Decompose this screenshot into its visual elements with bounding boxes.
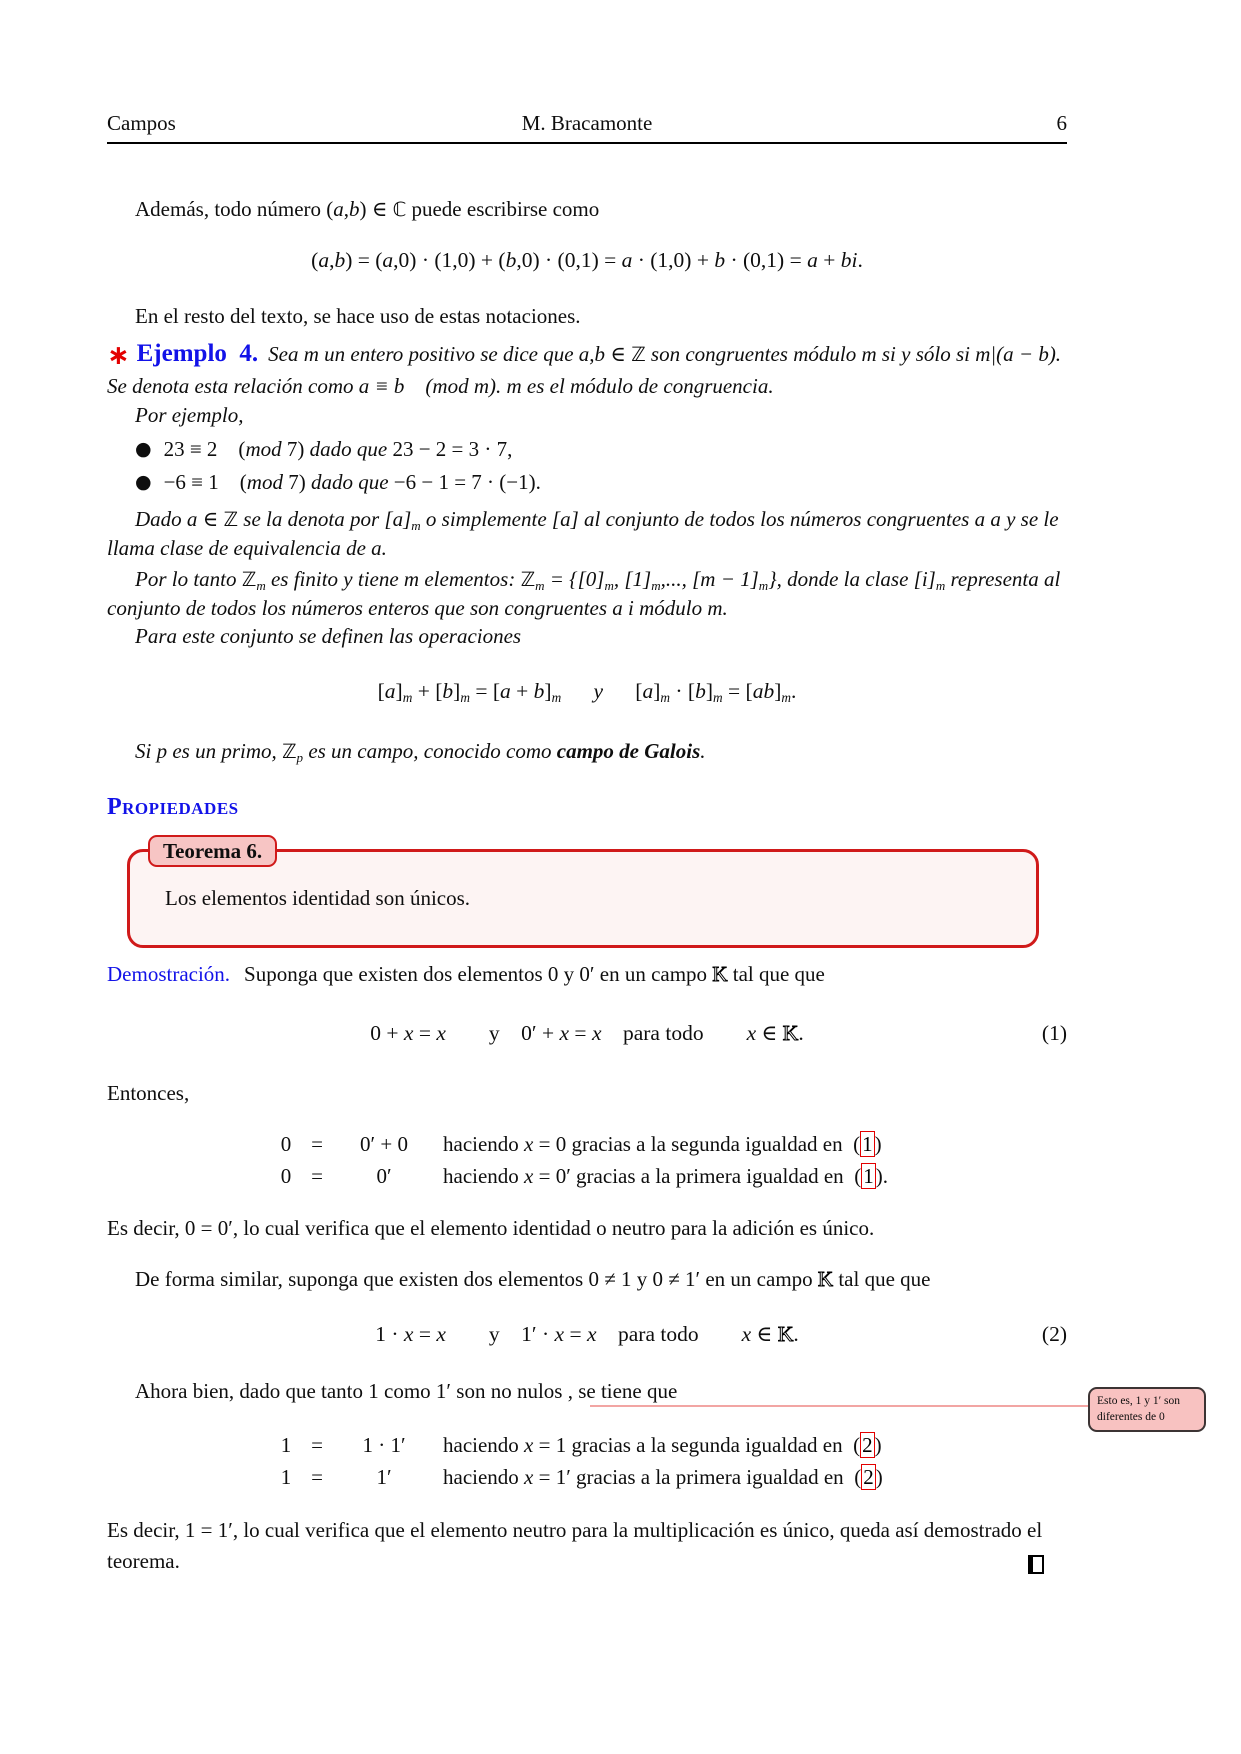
paragraph-demostracion [107,960,1067,989]
header-left: Campos [107,111,176,135]
equation-complex-decomposition: (a,b) = (a,0) · (1,0) + (b,0) · (0,1) = a · (1,0) + b · (0,1) = a + bi. [311,248,863,272]
step-justification-text: haciendo x = 0′ gracias a la primera igualdad en [443,1164,844,1188]
equation-2 [107,1319,1067,1349]
step-relation: = [311,1132,323,1156]
proof-steps-addition [277,1128,1157,1192]
page-header [107,111,1067,135]
step-justification-text: haciendo x = 0 gracias a la segunda igualdad en [443,1132,843,1156]
step-justification [429,1429,1157,1461]
step-justification [429,1461,1157,1493]
bullet-icon: ● [135,438,152,460]
equation-ref-link[interactable]: (1) [842,1132,882,1156]
ejemplo-label: Ejemplo 4. [136,340,259,367]
step-rhs: 1′ [376,1465,392,1489]
bullet-icon: ● [135,471,152,493]
equation-2-number: (2) [1041,1322,1067,1346]
section-heading-propiedades: Propiedades [107,794,239,820]
proof-step-row [277,1429,1157,1461]
paragraph-por-ejemplo: Por ejemplo, [135,403,244,427]
paragraph-galois: Si p es un primo, ℤ$_p$ es un campo, conocido como campo de Galois. [135,739,706,765]
paragraph-dado: Dado a ∈ ℤ se la denota por $[a]_m$ o simplemente [a] al conjunto de todos los números congruentes a a y se le llama clase de equivalencia de a. [107,507,1059,560]
ejemplo-text: Sea m un entero positivo se dice que a,b ∈ ℤ son congruentes módulo m si y sólo si m|(a − b). Se denota esta relación como a ≡ b (mod m). m es el módulo de congruencia. [107,342,1062,398]
bullet-item-2 [135,468,1065,497]
step-lhs: 0 [280,1164,292,1188]
equation-1-number: (1) [1041,1021,1067,1045]
asterisk-icon: ∗ [107,340,130,371]
paragraph-entonces: Entonces, [107,1081,190,1105]
paragraph-ahora-bien: Ahora bien, dado que tanto 1 como 1′ son no nulos , se tiene que [135,1379,678,1403]
theorem-label: Teorema 6. [148,835,277,867]
bullet-text: −6 ≡ 1 (mod 7) dado que −6 − 1 = 7 · (−1). [163,470,541,494]
ejemplo-block [107,338,1067,402]
step-rhs: 0′ [376,1164,392,1188]
step-relation: = [311,1164,323,1188]
theorem-statement: Los elementos identidad son únicos. [165,886,471,910]
paragraph-ademas: Además, todo número (a,b) ∈ ℂ puede escribirse como [135,197,600,221]
equation-1 [107,1018,1067,1048]
demostracion-intro: Suponga que existen dos elementos 0 y 0′ en un campo K tal que que [244,962,825,986]
equation-ref-link[interactable]: (1) [843,1164,883,1188]
proof-step-row [277,1128,1157,1160]
equation-ref-link[interactable]: (2) [843,1465,883,1489]
equation-2-body: 1 · x = x y 1′ · x = x para todo x ∈ K. [375,1322,799,1346]
page-number: 6 [1056,111,1067,135]
equation-ref-link[interactable]: (2) [842,1433,882,1457]
paragraph-para-conjunto: Para este conjunto se definen las operaciones [135,624,522,648]
paragraph-de-forma-similar: De forma similar, suponga que existen dos elementos 0 ≠ 1 y 0 ≠ 1′ en un campo K tal que que [135,1267,931,1291]
step-lhs: 0 [280,1132,292,1156]
demostracion-label: Demostración. [107,962,231,986]
step-punctuation: . [882,1164,888,1188]
step-lhs: 1 [280,1433,292,1457]
step-justification [429,1160,1157,1192]
paragraph-por-lo-tanto: Por lo tanto ℤ$_m$ es finito y tiene m elementos: ℤ$_m$ = {$[0]_m$, $[1]_m$,..., $[m - 1]_m$}, donde la clase $[i]_m$ representa al conjunto de todos los números enteros que son congruentes a i módulo m. [107,567,1061,620]
header-rule [107,142,1067,144]
header-center: M. Bracamonte [521,111,653,135]
paragraph-conclusion: Es decir, 1 = 1′, lo cual verifica que el elemento neutro para la multiplicación es único, queda así demostrado el teorema. [107,1518,1043,1573]
step-rhs: 1 · 1′ [362,1433,406,1457]
step-relation: = [311,1465,323,1489]
proof-steps-multiplication [277,1429,1157,1493]
step-justification-text: haciendo x = 1′ gracias a la primera igualdad en [443,1465,844,1489]
note-connector-line [590,1405,1090,1407]
paragraph-es-decir-adicion: Es decir, 0 = 0′, lo cual verifica que el elemento identidad o neutro para la adición es único. [107,1216,875,1240]
step-lhs: 1 [280,1465,292,1489]
bullet-item-1 [135,435,1065,464]
step-rhs: 0′ + 0 [360,1132,408,1156]
equation-1-body: 0 + x = x y 0′ + x = x para todo x ∈ K. [370,1021,804,1045]
step-relation: = [311,1433,323,1457]
equation-class-operations: $[a]_m + [b]_m = [a + b]_m$ y $[a]_m \cdot [b]_m = [ab]_m$. [377,679,797,705]
step-justification-text: haciendo x = 1 gracias a la segunda igualdad en [443,1433,843,1457]
step-justification [429,1128,1157,1160]
proof-step-row [277,1461,1157,1493]
margin-note: Esto es, 1 y 1′ son diferentes de 0 [1088,1387,1206,1432]
proof-step-row [277,1160,1157,1192]
paragraph-notaciones: En el resto del texto, se hace uso de estas notaciones. [135,304,581,328]
bullet-text: 23 ≡ 2 (mod 7) dado que 23 − 2 = 3 · 7, [163,437,513,461]
qed-symbol [1028,1555,1044,1574]
